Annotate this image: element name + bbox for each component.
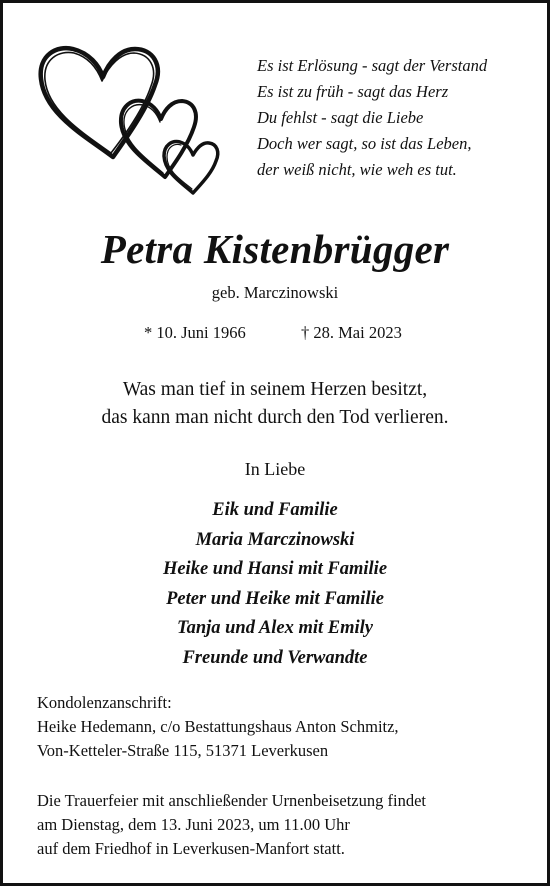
funeral-info bbox=[37, 789, 426, 861]
in-love-heading: In Liebe bbox=[244, 459, 306, 479]
condolence-line: Von-Ketteler-Straße 115, 51371 Leverkusen bbox=[37, 741, 329, 760]
poem-line: Es ist Erlösung - sagt der Verstand bbox=[257, 56, 488, 75]
mourner-entry: Freunde und Verwandte bbox=[182, 647, 368, 668]
mourner-entry: Peter und Heike mit Familie bbox=[166, 588, 384, 609]
memorial-quote bbox=[3, 376, 547, 432]
mourner-entry: Heike und Hansi mit Familie bbox=[162, 559, 388, 579]
mourner-entry: Eik und Familie bbox=[212, 500, 338, 520]
deceased-name: Petra Kistenbrügger bbox=[100, 226, 450, 272]
funeral-line: auf dem Friedhof in Leverkusen-Manfort statt. bbox=[37, 839, 345, 858]
birth-name: geb. Marczinowski bbox=[211, 283, 339, 302]
poem bbox=[257, 53, 487, 183]
funeral-line: Die Trauerfeier mit anschließender Urnenbeisetzung findet bbox=[37, 791, 426, 810]
death-date: † 28. Mai 2023 bbox=[301, 323, 402, 342]
funeral-line: am Dienstag, dem 13. Juni 2023, um 11.00 Uhr bbox=[37, 815, 350, 834]
poem-line: der weiß nicht, wie weh es tut. bbox=[257, 160, 457, 179]
condolence-address bbox=[37, 691, 399, 763]
poem-line: Es ist zu früh - sagt das Herz bbox=[257, 82, 449, 101]
condolence-line: Heike Hedemann, c/o Bestattungshaus Anton Schmitz, bbox=[37, 717, 399, 736]
condolence-label: Kondolenzanschrift: bbox=[37, 693, 172, 712]
mourner-entry: Tanja und Alex mit Emily bbox=[176, 618, 373, 638]
mourner-entry: Maria Marczinowski bbox=[195, 529, 355, 550]
poem-line: Du fehlst - sagt die Liebe bbox=[257, 108, 424, 127]
mourners-list bbox=[3, 496, 547, 673]
quote-line: Was man tief in seinem Herzen besitzt, bbox=[122, 379, 428, 400]
poem-line: Doch wer sagt, so ist das Leben, bbox=[257, 134, 472, 153]
quote-line: das kann man nicht durch den Tod verlieren. bbox=[101, 407, 449, 428]
three-hearts-icon bbox=[31, 39, 223, 199]
birth-date: * 10. Juni 1966 bbox=[144, 323, 246, 342]
